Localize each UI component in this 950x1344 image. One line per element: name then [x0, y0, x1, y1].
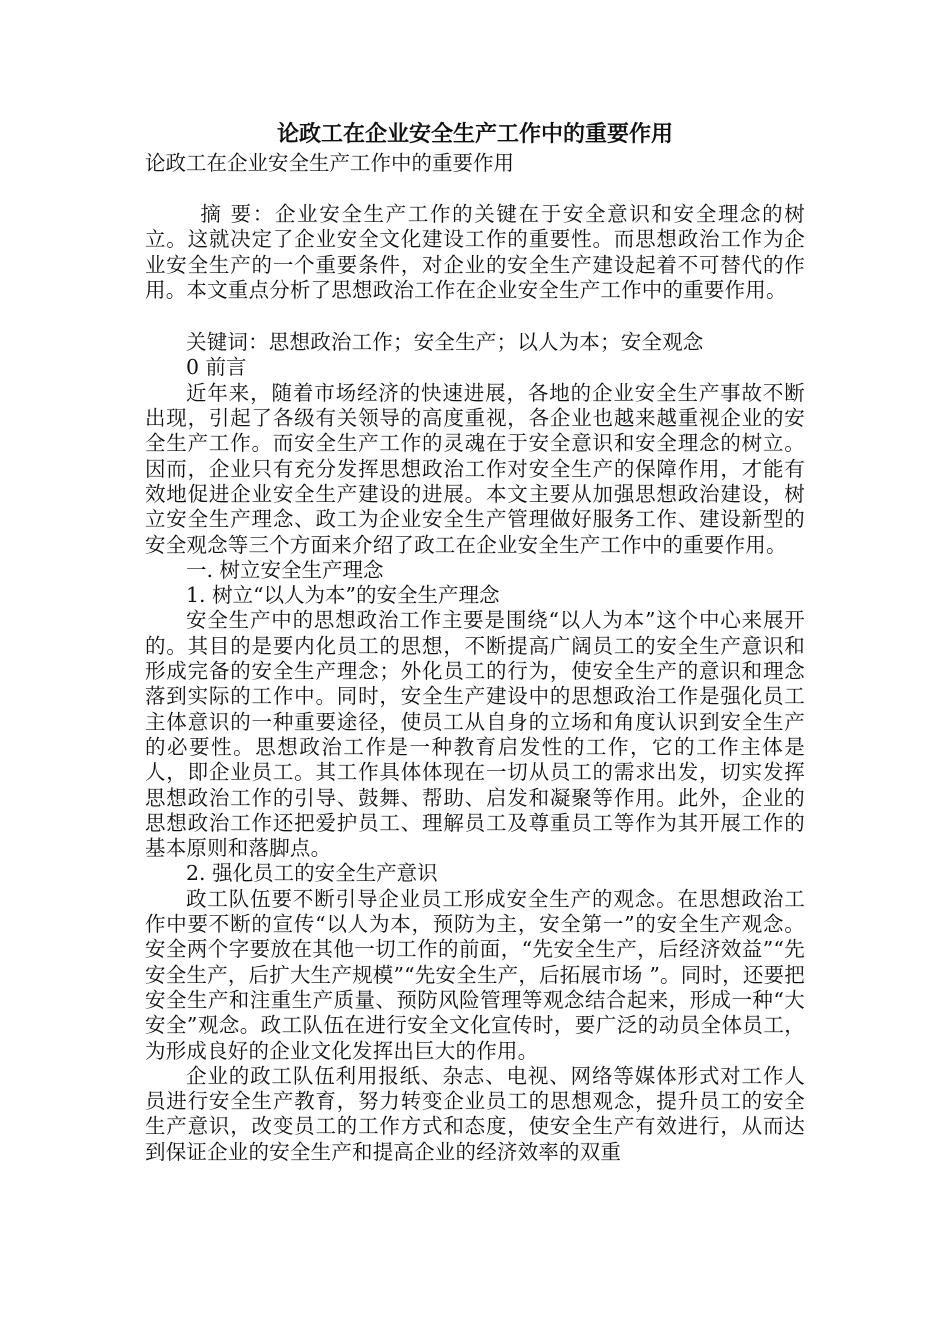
subsection-2-paragraph-1: 政工队伍要不断引导企业员工形成安全生产的观念。在思想政治工作中要不断的宣传“以人为本，预防为主，安全第一”的安全生产观念。安全两个字要放在其他一切工作的前面，“先安全生产，后经济效益”“先安全生产，后扩大生产规模”“先安全生产，后拓展市场 ”。同时，还要把安全生产和注重生产质量、预防风险管理等观念结合起来，形成一种“大安全”观念。政工队伍在进行安全文化宣传时，要广泛的动员全体员工，为形成良好的企业文化发挥出巨大的作用。 — [145, 886, 805, 1063]
preface-paragraph: 近年来，随着市场经济的快速进展，各地的企业安全生产事故不断出现，引起了各级有关领导的高度重视，各企业也越来越重视企业的安全生产工作。而安全生产工作的灵魂在于安全意识和安全理念的树立。因而，企业只有充分发挥思想政治工作对安全生产的保障作用，才能有效地促进企业安全生产建设的进展。本文主要从加强思想政治建设，树立安全生产理念、政工为企业安全生产管理做好服务工作、建设新型的安全观念等三个方面来介绍了政工在企业安全生产工作中的重要作用。 — [145, 380, 805, 557]
section-heading-preface: 0 前言 — [186, 355, 247, 380]
document-subtitle: 论政工在企业安全生产工作中的重要作用 — [145, 151, 514, 175]
document-page — [145, 120, 805, 1165]
document-title: 论政工在企业安全生产工作中的重要作用 — [276, 122, 673, 147]
subsection-heading-1: 1. 树立“以人为本”的安全生产理念 — [186, 583, 500, 608]
keywords-line: 关键词：思想政治工作；安全生产；以人为本；安全观念 — [186, 330, 704, 355]
subsection-heading-2: 2. 强化员工的安全生产意识 — [186, 861, 438, 886]
abstract-paragraph: 摘 要：企业安全生产工作的关键在于安全意识和安全理念的树立。这就决定了企业安全文化建设工作的重要性。而思想政治工作为企业安全生产的一个重要条件，对企业的安全生产建设起着不可替代的作用。本文重点分析了思想政治工作在企业安全生产工作中的重要作用。 — [145, 202, 805, 302]
section-heading-one: 一. 树立安全生产理念 — [186, 557, 384, 582]
subsection-1-paragraph: 安全生产中的思想政治工作主要是围绕“以人为本”这个中心来展开的。其目的是要内化员工的思想，不断提高广阔员工的安全生产意识和形成完备的安全生产理念；外化员工的行为，使安全生产的意识和理念落到实际的工作中。同时，安全生产建设中的思想政治工作是强化员工主体意识的一种重要途径，使员工从自身的立场和角度认识到安全生产的必要性。思想政治工作是一种教育启发性的工作，它的工作主体是人，即企业员工。其工作具体体现在一切从员工的需求出发，切实发挥思想政治工作的引导、鼓舞、帮助、启发和凝聚等作用。此外，企业的思想政治工作还把爱护员工、理解员工及尊重员工等作为其开展工作的基本原则和落脚点。 — [145, 608, 805, 861]
subsection-2-paragraph-2: 企业的政工队伍利用报纸、杂志、电视、网络等媒体形式对工作人员进行安全生产教育，努力转变企业员工的思想观念，提升员工的安全生产意识，改变员工的工作方式和态度，使安全生产有效进行，从而达到保证企业的安全生产和提高企业的经济效率的双重 — [145, 1063, 805, 1164]
